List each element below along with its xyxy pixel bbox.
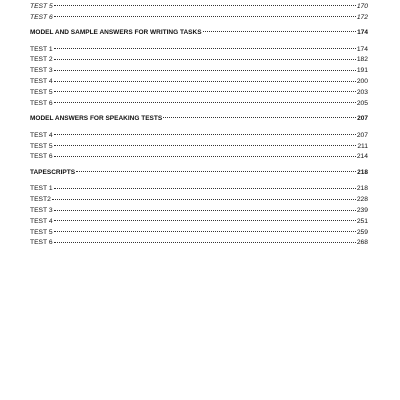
toc-entry-page: 251: [356, 217, 368, 225]
toc-heading-label: TAPESCRIPTS: [30, 168, 76, 176]
toc-entry-label: TEST 4: [30, 78, 53, 86]
dot-leader: [54, 5, 356, 6]
toc-entry-writing-test-2[interactable]: [30, 55, 368, 66]
toc-entry-page: 207: [356, 131, 368, 139]
toc-entry-page: 200: [356, 78, 368, 86]
toc-entry-label: TEST 4: [30, 217, 53, 225]
toc-entry-label: TEST 3: [30, 207, 53, 215]
toc-entry-label: TEST 6: [30, 239, 53, 247]
toc-heading-page: 218: [357, 168, 368, 176]
toc-entry-page: 218: [356, 185, 368, 193]
dot-leader: [54, 48, 356, 49]
dot-leader: [76, 171, 356, 172]
toc-entry-page: 191: [356, 67, 368, 75]
toc-entry-label: TEST 5: [30, 142, 53, 150]
toc-entry-page: 239: [356, 207, 368, 215]
dot-leader: [54, 220, 356, 221]
toc-entry-tapescripts-test-2[interactable]: [30, 195, 368, 206]
dot-leader: [54, 91, 356, 92]
toc-heading-page: 207: [357, 114, 368, 122]
toc-entry-page: 174: [356, 45, 368, 53]
toc-entry-tapescripts-test-6[interactable]: [30, 238, 368, 249]
toc-entry-page: 170: [356, 2, 368, 10]
toc-entry-page: 203: [356, 88, 368, 96]
dot-leader: [54, 70, 356, 71]
toc-entry-speaking-test-6[interactable]: [30, 152, 368, 163]
dot-leader: [54, 134, 356, 135]
dot-leader: [54, 188, 356, 189]
dot-leader: [52, 199, 356, 200]
toc-entry-page: 214: [356, 153, 368, 161]
toc-entry-label: TEST 5: [30, 2, 53, 10]
dot-leader: [54, 16, 356, 17]
toc-entry-label: TEST 6: [30, 153, 53, 161]
dot-leader: [54, 242, 356, 243]
toc-entry-tapescripts-test-5[interactable]: [30, 228, 368, 239]
toc-entry-label: TEST 3: [30, 67, 53, 75]
toc-heading-page: 174: [357, 28, 368, 36]
toc-entry-writing-test-4[interactable]: [30, 77, 368, 88]
toc-heading-tapescripts[interactable]: [30, 168, 368, 179]
toc-entry-page: 228: [356, 196, 368, 204]
toc-entry-tapescripts-test-1[interactable]: [30, 184, 368, 195]
toc-entry-top-test-5[interactable]: [30, 2, 368, 13]
dot-leader: [54, 102, 356, 103]
table-of-contents: [30, 0, 368, 249]
toc-entry-page: 268: [356, 239, 368, 247]
dot-leader: [54, 231, 356, 232]
toc-entry-page: 205: [356, 99, 368, 107]
toc-entry-tapescripts-test-3[interactable]: [30, 206, 368, 217]
toc-entry-writing-test-1[interactable]: [30, 45, 368, 56]
dot-leader: [54, 59, 356, 60]
toc-heading-label: MODEL ANSWERS FOR SPEAKING TESTS: [30, 114, 163, 122]
toc-entry-label: TEST2: [30, 196, 51, 204]
toc-entry-label: TEST 1: [30, 185, 53, 193]
toc-heading-writing[interactable]: [30, 28, 368, 39]
toc-entry-page: 259: [356, 228, 368, 236]
toc-entry-label: TEST 5: [30, 88, 53, 96]
toc-entry-page: 172: [356, 13, 368, 21]
dot-leader: [54, 145, 357, 146]
toc-entry-label: TEST 6: [30, 99, 53, 107]
toc-entry-label: TEST 4: [30, 131, 53, 139]
toc-heading-label: MODEL AND SAMPLE ANSWERS FOR WRITING TASKS: [30, 28, 202, 36]
toc-heading-speaking[interactable]: [30, 114, 368, 125]
toc-entry-top-test-6[interactable]: [30, 13, 368, 24]
toc-entry-writing-test-3[interactable]: [30, 66, 368, 77]
toc-entry-speaking-test-5[interactable]: [30, 142, 368, 153]
dot-leader: [163, 117, 356, 118]
toc-entry-speaking-test-4[interactable]: [30, 131, 368, 142]
dot-leader: [54, 156, 356, 157]
toc-entry-tapescripts-test-4[interactable]: [30, 217, 368, 228]
toc-entry-page: 211: [357, 142, 368, 150]
toc-entry-label: TEST 6: [30, 13, 53, 21]
dot-leader: [54, 81, 356, 82]
dot-leader: [203, 31, 357, 32]
toc-entry-page: 182: [356, 56, 368, 64]
toc-entry-label: TEST 2: [30, 56, 53, 64]
toc-entry-label: TEST 5: [30, 228, 53, 236]
dot-leader: [54, 210, 356, 211]
toc-entry-label: TEST 1: [30, 45, 53, 53]
toc-entry-writing-test-6[interactable]: [30, 99, 368, 110]
toc-entry-writing-test-5[interactable]: [30, 88, 368, 99]
